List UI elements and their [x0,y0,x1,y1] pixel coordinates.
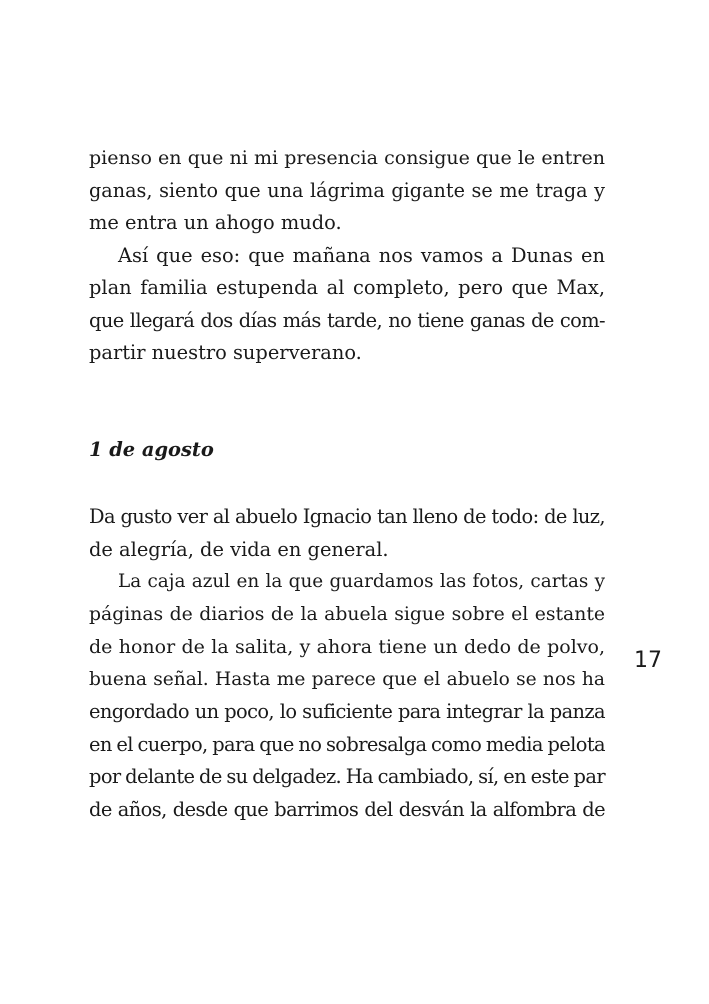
paragraph-block-1 [89,142,605,370]
text-line: La caja azul en la que guardamos las fotos, cartas y [118,571,605,592]
text-line: buena señal. Hasta me parece que el abuelo se nos ha [89,668,605,690]
text-line: engordado un poco, lo suficiente para integrar la panza [89,700,605,723]
text-line: partir nuestro superverano. [89,341,362,364]
paragraph-block-2 [89,501,605,826]
text-line: Da gusto ver al abuelo Ignacio tan lleno de todo: de luz, [89,505,605,528]
text-line: de años, desde que barrimos del desván la alfombra de [89,797,605,821]
section-heading: 1 de agosto [89,438,214,461]
text-line: Así que eso: que mañana nos vamos a Dunas en [118,243,605,267]
text-line: me entra un ahogo mudo. [89,211,342,234]
text-line: de alegría, de vida en general. [89,537,389,561]
text-line: de honor de la salita, y ahora tiene un dedo de polvo, [89,636,605,658]
text-line: que llegará dos días más tarde, no tiene ganas de com- [89,308,605,332]
page-number: 17 [634,648,662,673]
text-line: páginas de diarios de la abuela sigue sobre el estante [89,603,605,625]
text-line: por delante de su delgadez. Ha cambiado, sí, en este par [89,765,605,788]
text-line: en el cuerpo, para que no sobresalga como media pelota [89,732,605,756]
text-line: plan familia estupenda al completo, pero que Max, [89,276,605,299]
text-line: pienso en que ni mi presencia consigue que le entren [89,147,605,169]
text-line: ganas, siento que una lágrima gigante se me traga y [89,178,605,202]
